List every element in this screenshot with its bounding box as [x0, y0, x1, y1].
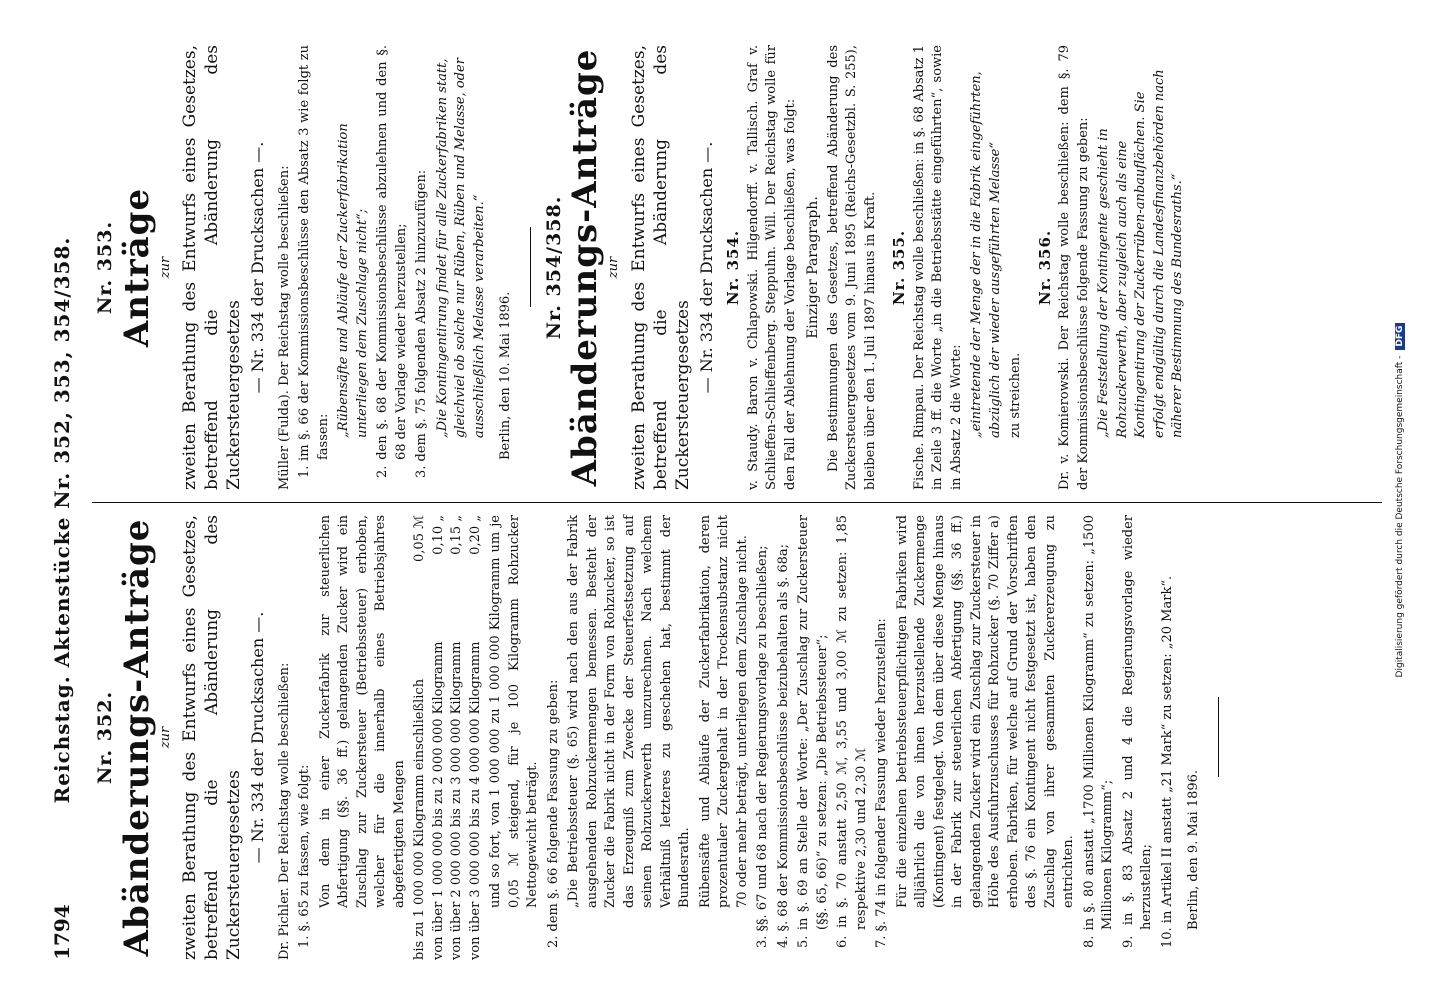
motion-tail: zu streichen.: [1008, 352, 1023, 438]
motion-quote: „Die Feststellung der Kontingente geschieht in Rohzuckerwerth, aber zugleich auch als eine Kontingentirung der Zuckerrüben-anbauflächen. Sie erfolgt endgültig durch die Landesfinanzbehörden nach näherer Bestimmung des Bundesraths.“: [1096, 69, 1185, 438]
date-line: Berlin, den 10. Mai 1896.: [498, 291, 513, 460]
left-column: [92, 515, 1233, 960]
drucksachen-ref: — Nr. 334 der Drucksachen —.: [248, 141, 267, 394]
item-3: 3. §§. 67 und 68 nach der Regierungsvorlage zu beschließen;: [755, 545, 770, 948]
section-title: Anträge: [116, 187, 157, 348]
divider: [530, 228, 531, 308]
dfg-logo: DFG: [1395, 323, 1405, 350]
item-1: 1. im §. 66 der Kommissionsbeschlüsse den Absatz 3 wie folgt zu fassen:: [297, 45, 331, 478]
section-title: Abänderungs-Anträge: [116, 518, 157, 957]
item-9: 9. in §. 83 Absatz 2 und 4 die Regierungsvorlage wieder herzustellen;: [1120, 515, 1154, 948]
item-8: 8. in §. 80 anstatt „1700 Millionen Kilogramm“ zu setzen: „1500 Millionen Kilogramm“;: [1081, 515, 1115, 948]
right-column: [92, 45, 1188, 490]
item-1-quote: „Rübensäfte und Abläufe der Zuckerfabrikation unterliegen dem Zuschlage nicht“;: [336, 123, 370, 438]
digitization-note: [1395, 5, 1405, 995]
section-number: Nr. 354/358.: [542, 195, 565, 340]
section-title: Abänderungs-Anträge: [565, 48, 605, 487]
section-number: Nr. 356.: [1035, 229, 1054, 306]
page-number: 1794: [50, 904, 74, 960]
column-divider: [92, 502, 1382, 503]
rate-label: von über 3 000 000 bis zu 4 000 000 Kilogramm: [467, 641, 483, 960]
zur-label: zur: [157, 256, 173, 279]
item-6: 6. in §. 70 anstatt 2,50 ℳ, 3,55 und 3,00 ℳ zu setzen: 1,85 respektive 2,30 und 2,30 ℳ: [835, 515, 869, 948]
motion-text: Fische. Rimpau. Der Reichstag wolle beschließen: in §. 68 Absatz 1 in Zeile 3 ff. die Worte „in die Betriebsstätte eingeführten“, sowie in Absatz 2 die Worte:: [911, 45, 964, 490]
divider: [1218, 698, 1219, 778]
motion-text: v. Staudy. Baron v. Chlapowski. Hilgendorff. v. Tallisch. Graf v. Schlieffen-Schlieffenberg. Steppuhn. Will. Der Reichstag wolle für den Fall der Ablehnung der Vorlage beschließen, was folgt:: [745, 45, 798, 490]
rate-label: von über 2 000 000 bis zu 3 000 000 Kilogramm: [449, 641, 464, 960]
item-7-text: Für die einzelnen betriebssteuerpflichtigen Fabriken wird alljährlich die von ihnen herzustellende Zuckermenge (Kontingent) festgelegt. Von dem über diese Menge hinaus in der Fabrik zur steuerlichen Abfertigung (§§. 36 ff.) gelangenden Zucker wird ein Zuschlag zur Zuckersteuer in Höhe des Ausfuhrzuschusses für Rohzucker (§. 70 Ziffer a) erhoben. Fabriken, für welche auf Grund der Vorschriften des §. 76 ein Kontingent nicht festgesetzt ist, haben den Zuschlag von ihrer gesammten Zuckererzeugung zu entrichten.: [894, 515, 1076, 908]
item-5: 5. in §. 69 an Stelle der Worte: „Der Zuschlag zur Zuckersteuer (§§. 65, 66)“ zu setzen: „Die Betriebssteuer“;: [796, 515, 830, 948]
item-1-tail: und so fort, von 1 000 000 zu 1 000 000 Kilogramm um je 0,05 ℳ steigend, für je 100 Kilogramm Rohzucker Nettogewicht beträgt.: [488, 515, 540, 908]
rate-row: [411, 515, 430, 960]
digitization-text: Digitalisierung gefördert durch die Deutsche Forschungsgemeinschaft -: [1395, 355, 1405, 678]
drucksachen-ref: — Nr. 334 der Drucksachen —.: [696, 141, 716, 394]
running-title: Reichstag. Aktenstücke Nr. 352, 353, 354/358.: [50, 236, 74, 804]
item-2-text2: Rübensäfte und Abläufe der Zuckerfabrikation, deren prozentualer Zuckergehalt in der Trockensubstanz nicht 70 oder mehr beträgt, unterliegen dem Zuschlage nicht.: [697, 515, 750, 908]
item-2: 2. dem §. 66 folgende Fassung zu geben:: [545, 679, 561, 948]
section-number: Nr. 354.: [724, 229, 742, 306]
rate-value: 0,10 „: [430, 515, 446, 555]
zur-label: zur: [157, 726, 173, 749]
zur-label: zur: [606, 256, 621, 279]
item-10: 10. in Artikel II anstatt „21 Mark“ zu setzen: „20 Mark“.: [1159, 575, 1175, 948]
date-line: Berlin, den 9. Mai 1896.: [1186, 769, 1201, 930]
item-7: 7. §. 74 in folgender Fassung wieder herzustellen:: [874, 618, 889, 948]
paragraph-title: Einziger Paragraph.: [805, 196, 821, 339]
item-1: 1. §. 65 zu fassen, wie folgt:: [297, 764, 312, 948]
section-number: Nr. 355.: [890, 229, 908, 306]
rate-value: 0,05 ℳ: [412, 515, 427, 562]
section-number: Nr. 353.: [94, 220, 116, 315]
item-3: 3. dem §. 75 folgenden Absatz 2 hinzuzufügen:: [414, 169, 429, 478]
section-subtitle: zweiten Berathung des Entwurfs eines Gesetzes, betreffend die Abänderung des Zuckersteuergesetzes: [628, 45, 693, 490]
motion-quote: „eintretende der Menge der in die Fabrik eingeführten, abzüglich der wieder ausgeführten Melasse“: [969, 71, 1003, 438]
motion-intro: Müller (Fulda). Der Reichstag wolle beschließen:: [276, 165, 292, 490]
item-2-text: „Die Betriebssteuer (§. 65) wird nach den aus der Fabrik ausgehenden Rohzuckermengen bemessen. Besteht der Zucker die Fabrik nicht in der Form von Rohzucker, so ist das Erzeugniß zum Zwecke der Steuerfestsetzung auf seinen Rohzuckerwerth umzurechnen. Nach welchem Verhältniß letzteres zu geschehen hat, bestimmt der Bundesrath.: [566, 515, 692, 908]
rate-table: [411, 515, 485, 960]
rate-value: 0,15 „: [449, 515, 464, 555]
rate-label: bis zu 1 000 000 Kilogramm einschließlich: [412, 678, 427, 960]
page-header: [50, 80, 86, 960]
item-4: 4. §. 68 der Kommissionsbeschlüsse beizubehalten als §. 68a;: [775, 543, 791, 948]
drucksachen-ref: — Nr. 334 der Drucksachen —.: [248, 611, 267, 864]
section-subtitle: zweiten Berathung des Entwurfs eines Gesetzes, betreffend die Abänderung des Zuckersteuergesetzes: [180, 515, 244, 960]
motion-text: Dr. v. Komierowski. Der Reichstag wolle beschließen: dem §. 79 der Kommissionsbeschlüsse folgende Fassung zu geben:: [1057, 45, 1091, 490]
paragraph-text: Die Bestimmungen des Gesetzes, betreffend Abänderung des Zuckersteuergesetzes vom 9. Juni 1895 (Reichs-Gesetzbl. S. 255), bleiben über den 1. Juli 1897 hinaus in Kraft.: [825, 45, 878, 490]
item-1-text: Von dem in einer Zuckerfabrik zur steuerlichen Abfertigung (§§. 36 ff.) gelangenden Zucker wird ein Zuschlag zur Zuckersteuer (Betriebssteuer) erhoben, welcher für die innerhalb eines Betriebsjahres abgefertigten Mengen: [317, 515, 407, 908]
item-3-quote: „Die Kontingentirung findet für alle Zuckerfabriken statt, gleichviel ob solche nur Rüben, Rüben und Melasse, oder ausschließlich Melasse verarbeiten.“: [434, 58, 487, 438]
rate-label: von über 1 000 000 bis zu 2 000 000 Kilogramm: [430, 641, 446, 960]
rate-row: [448, 515, 467, 960]
motion-intro: Dr. Pichler. Der Reichstag wolle beschließen:: [276, 662, 292, 960]
rate-row: [467, 515, 486, 960]
section-number: Nr. 352.: [94, 690, 116, 785]
rate-row: [430, 515, 449, 960]
item-2: 2. den §. 68 der Kommissionsbeschlüsse abzulehnen und den §. 68 der Vorlage wieder herzustellen;: [375, 45, 409, 478]
rate-value: 0,20 „: [467, 515, 483, 555]
section-subtitle: zweiten Berathung des Entwurfs eines Gesetzes, betreffend die Abänderung des Zuckersteuergesetzes: [180, 45, 244, 490]
